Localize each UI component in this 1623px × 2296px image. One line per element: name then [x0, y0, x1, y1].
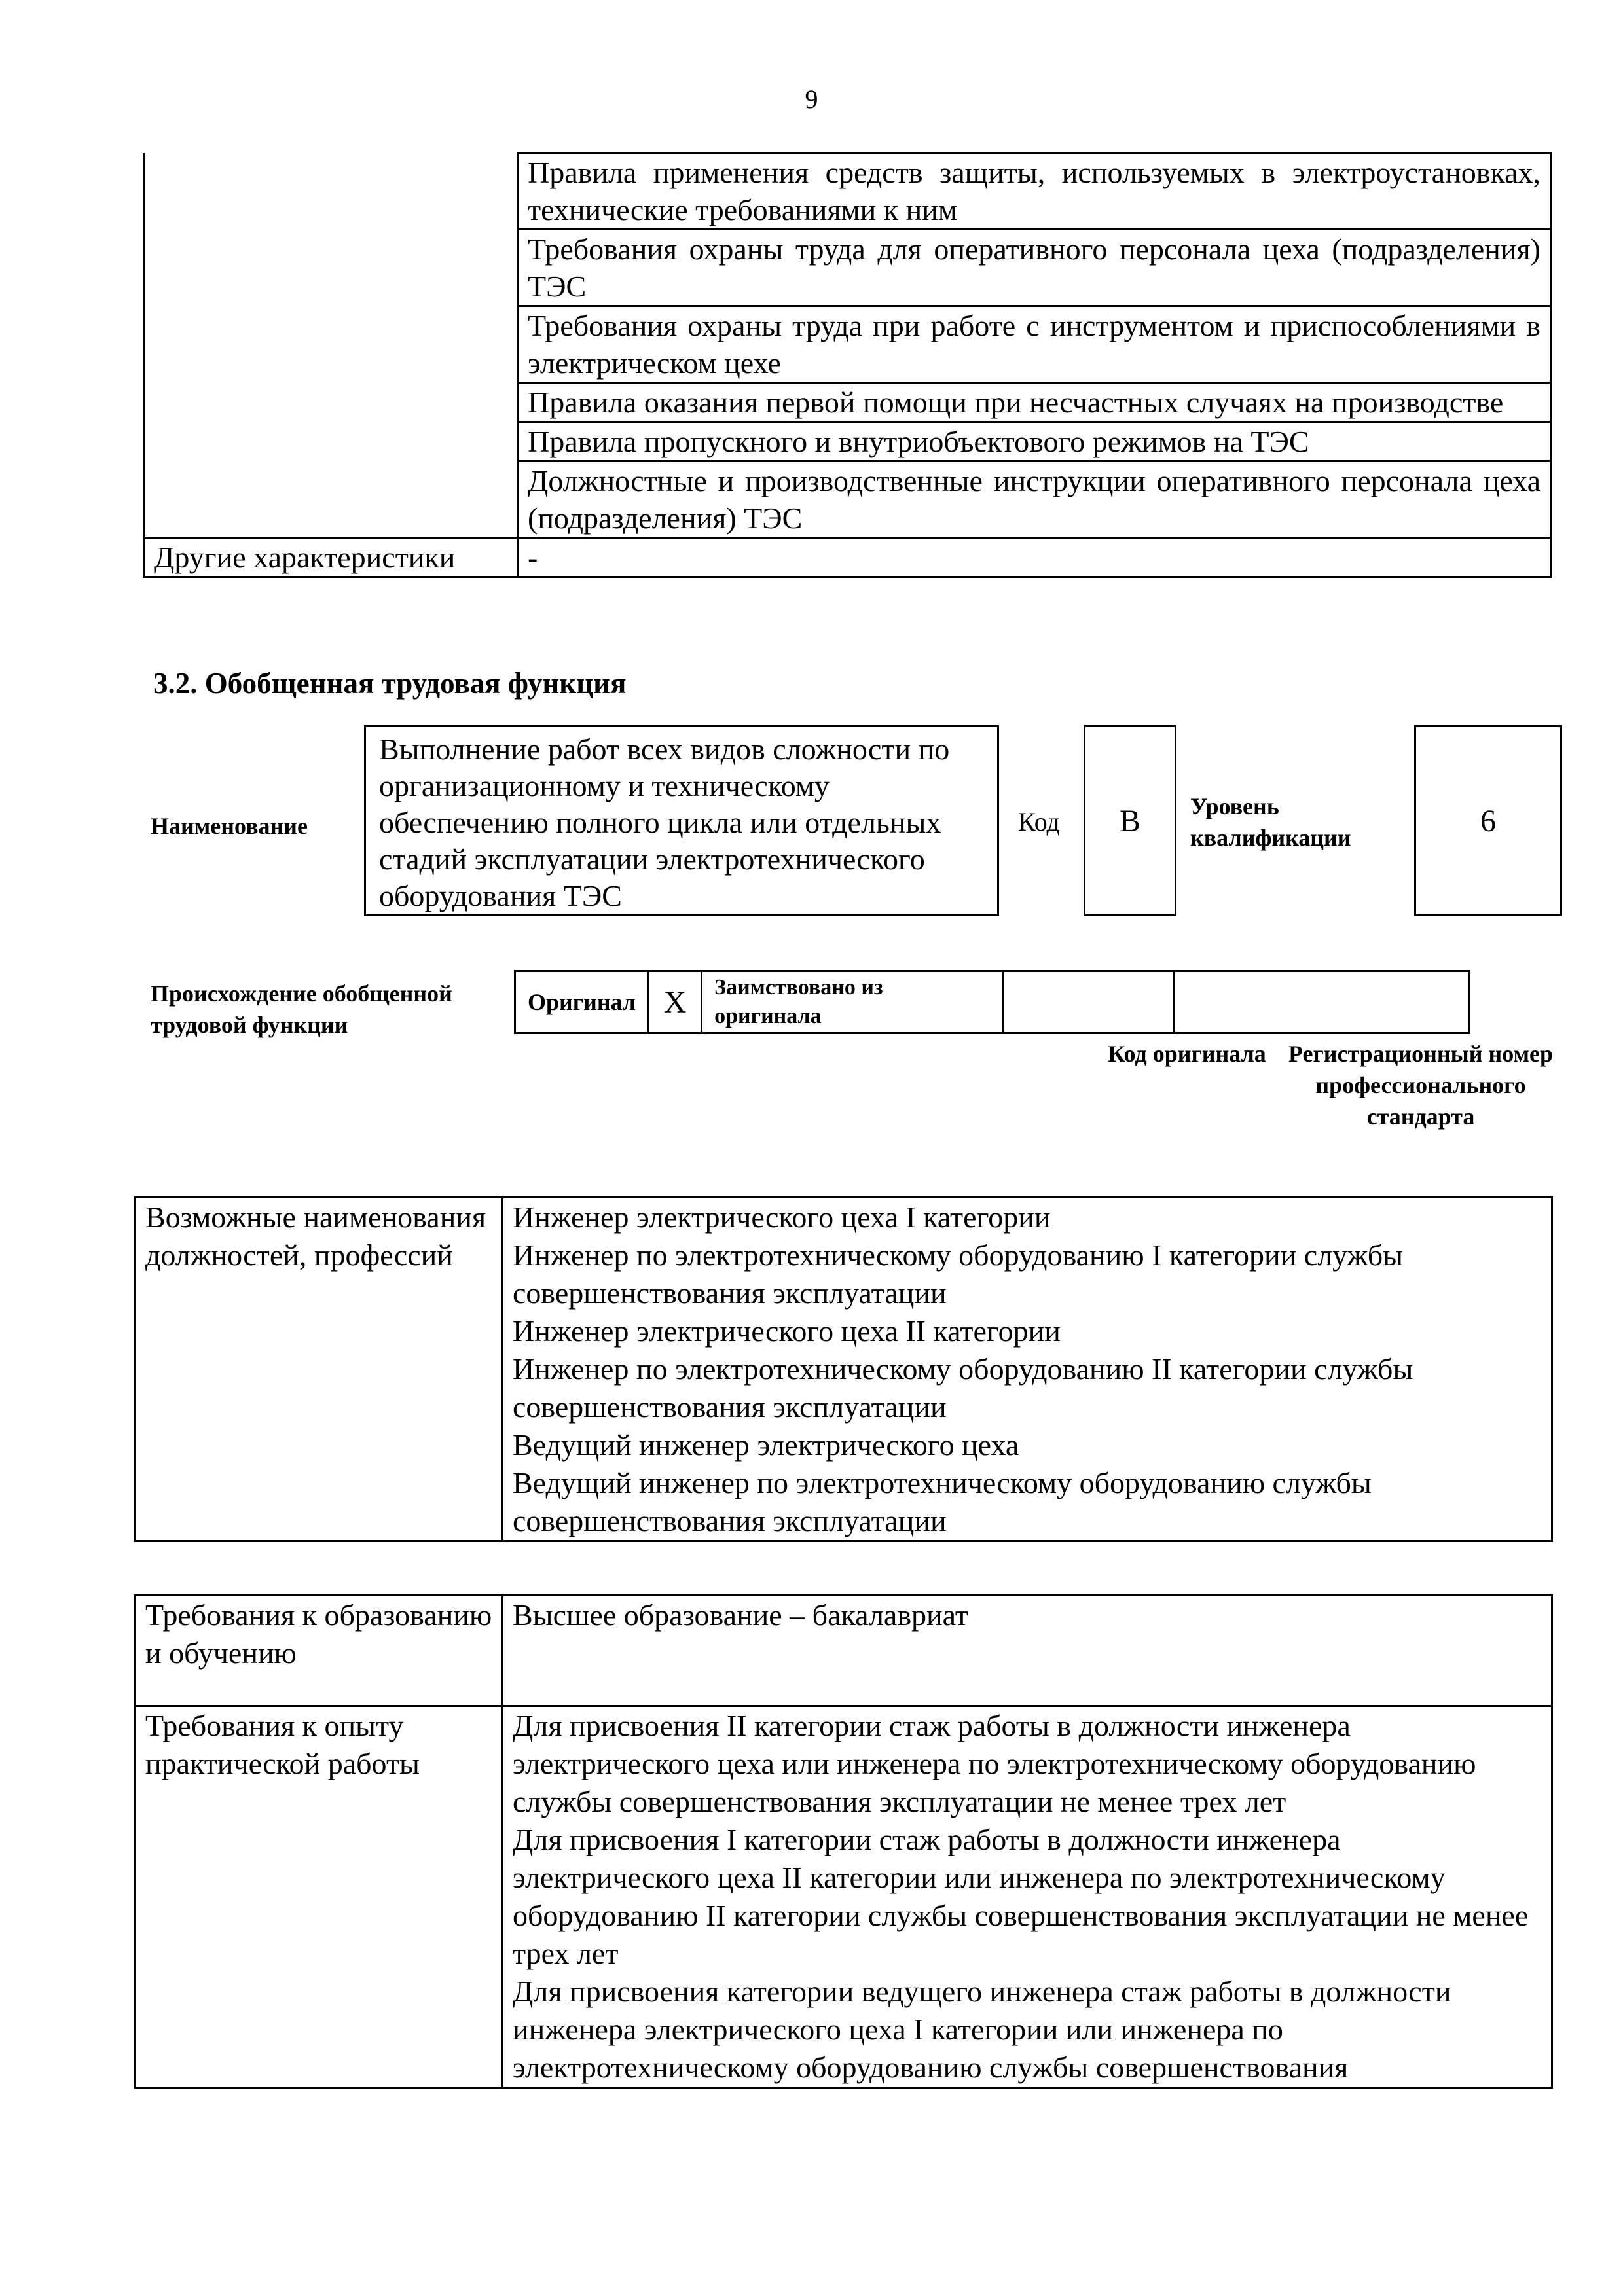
level-value: 6	[1480, 803, 1496, 838]
origin-label: Происхождение обобщенной трудовой функции	[151, 980, 452, 1038]
positions-list	[503, 1198, 1552, 1541]
list-item: Ведущий инженер электрического цеха	[513, 1428, 1019, 1462]
code-value-box	[1084, 725, 1176, 916]
name-label: Наименование	[151, 813, 308, 839]
table-row	[136, 1596, 1552, 1706]
table-row	[515, 971, 1470, 1033]
level-value-box	[1414, 725, 1562, 916]
table-row	[136, 1706, 1552, 2088]
origin-table	[514, 970, 1470, 1034]
list-item: Ведущий инженер по электротехническому оборудованию службы совершенствования эксплуатации	[513, 1466, 1372, 1537]
original-label: Оригинал	[515, 971, 649, 1033]
table-cell: Правила применения средств защиты, используемых в электроустановках, технические требованиями к ним	[518, 153, 1551, 230]
name-value-box	[364, 725, 999, 916]
list-item: Инженер по электротехническому оборудованию II категории службы совершенствования эксплуатации	[513, 1352, 1413, 1424]
education-label: Требования к образованию и обучению	[136, 1596, 503, 1706]
level-label: Уровень квалификации	[1190, 793, 1351, 851]
code-original-cell	[1004, 971, 1175, 1033]
table-cell: Требования охраны труда для оперативного персонала цеха (подразделения) ТЭС	[518, 230, 1551, 306]
original-mark: X	[649, 971, 702, 1033]
reg-number-cell	[1175, 971, 1470, 1033]
experience-list	[503, 1706, 1552, 2088]
other-characteristics-value: -	[518, 538, 1551, 577]
table-cell: Требования охраны труда при работе с инструментом и приспособлениями в электрическом цехе	[518, 306, 1551, 383]
positions-label: Возможные наименования должностей, профессий	[136, 1198, 503, 1541]
positions-table	[134, 1196, 1553, 1542]
empty-label-cell	[144, 153, 518, 538]
list-item: Инженер по электротехническому оборудованию I категории службы совершенствования эксплуатации	[513, 1238, 1404, 1310]
table-cell: Правила пропускного и внутриобъектового режимов на ТЭС	[518, 422, 1551, 461]
list-item: Инженер электрического цеха II категории	[513, 1314, 1061, 1348]
code-original-caption: Код оригинала	[1108, 1041, 1266, 1067]
table-cell: Правила оказания первой помощи при несчастных случаях на производстве	[518, 383, 1551, 422]
table-cell: Должностные и производственные инструкции оперативного персонала цеха (подразделения) ТЭС	[518, 461, 1551, 538]
list-item: Для присвоения II категории стаж работы в должности инженера электрического цеха или инженера по электротехническому оборудованию службы совершенствования эксплуатации не менее трех лет	[513, 1709, 1476, 1818]
other-characteristics-label: Другие характеристики	[144, 538, 518, 577]
experience-label: Требования к опыту практической работы	[136, 1706, 503, 2088]
table-row	[144, 538, 1551, 577]
section-heading: 3.2. Обобщенная трудовая функция	[153, 667, 627, 700]
education-value: Высшее образование – бакалавриат	[503, 1596, 1552, 1706]
table-row	[136, 1198, 1552, 1541]
knowledge-table	[143, 152, 1552, 578]
list-item: Для присвоения категории ведущего инженера стаж работы в должности инженера электрического цеха I категории или инженера по электротехническому оборудованию службы совершенствования	[513, 1975, 1451, 2084]
table-row	[144, 153, 1551, 230]
name-value: Выполнение работ всех видов сложности по организационному и техническому обеспечению полного цикла или отдельных стадий эксплуатации электротехнического оборудования ТЭС	[379, 732, 950, 912]
reg-number-caption: Регистрационный номер профессионального стандарта	[1288, 1041, 1554, 1130]
code-value: B	[1119, 803, 1140, 838]
list-item: Для присвоения I категории стаж работы в должности инженера электрического цеха II категории или инженера по электротехническому оборудованию II категории службы совершенствования эксплуатации не менее трех лет	[513, 1823, 1529, 1970]
requirements-table	[134, 1594, 1553, 2089]
code-label: Код	[1018, 807, 1060, 836]
borrowed-label: Заимствовано из оригинала	[702, 971, 1004, 1033]
list-item: Инженер электрического цеха I категории	[513, 1200, 1051, 1234]
page-number: 9	[805, 84, 818, 114]
